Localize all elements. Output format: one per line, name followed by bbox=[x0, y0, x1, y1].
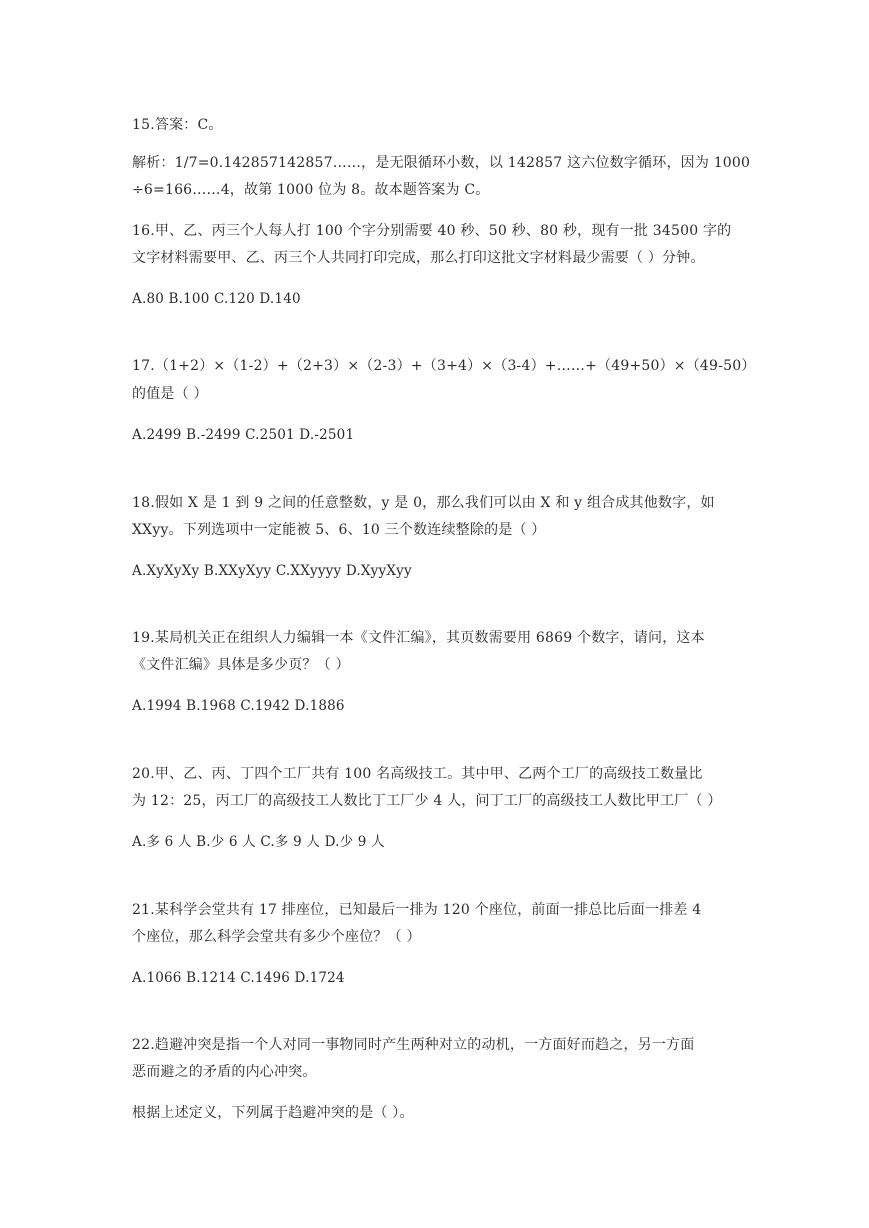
q16-stem-line2: 文字材料需要甲、乙、丙三个人共同打印完成，那么打印这批文字材料最少需要（ ）分钟。 bbox=[132, 250, 705, 266]
q16-stem-line1: 16.甲、乙、丙三个人每人打 100 个字分别需要 40 秒、50 秒、80 秒，现有一批 34500 字的 bbox=[132, 223, 732, 239]
q15-analysis-line2: ÷6=166……4，故第 1000 位为 8。故本题答案为 C。 bbox=[132, 182, 490, 198]
q21-stem-line2: 个座位，那么科学会堂共有多少个座位？（ ） bbox=[132, 929, 421, 945]
q17-stem-line1: 17.（1+2）×（1-2）+（2+3）×（2-3）+（3+4）×（3-4）+……+（49+50）×（49-50） bbox=[132, 358, 756, 374]
q18-stem-line1: 18.假如 X 是 1 到 9 之间的任意整数，y 是 0，那么我们可以由 X 和 y 组合成其他数字，如 bbox=[132, 495, 715, 511]
q15-answer: 15.答案：C。 bbox=[132, 117, 223, 133]
q15-analysis-line1: 解析：1/7=0.142857142857……，是无限循环小数，以 142857 这六位数字循环，因为 1000 bbox=[132, 155, 751, 171]
q17-options: A.2499 B.-2499 C.2501 D.-2501 bbox=[132, 427, 355, 443]
q21-stem-line1: 21.某科学会堂共有 17 排座位，已知最后一排为 120 个座位，前面一排总比后面一排差 4 bbox=[132, 902, 702, 918]
q20-stem-line2: 为 12：25，丙工厂的高级技工人数比丁工厂少 4 人，问丁工厂的高级技工人数比甲工厂（ ） bbox=[132, 793, 722, 809]
q18-stem-line2: XXyy。下列选项中一定能被 5、6、10 三个数连续整除的是（ ） bbox=[132, 522, 546, 538]
q22-stem-line3: 根据上述定义，下列属于趋避冲突的是（ ）。 bbox=[132, 1105, 414, 1121]
q19-stem-line2: 《文件汇编》具体是多少页？（ ） bbox=[132, 657, 350, 673]
q19-stem-line1: 19.某局机关正在组织人力编辑一本《文件汇编》，其页数需要用 6869 个数字，请问，这本 bbox=[132, 630, 705, 646]
q20-stem-line1: 20.甲、乙、丙、丁四个工厂共有 100 名高级技工。其中甲、乙两个工厂的高级技工数量比 bbox=[132, 766, 703, 782]
q17-stem-line2: 的值是（ ） bbox=[132, 386, 208, 402]
q18-options: A.XyXyXy B.XXyXyy C.XXyyyy D.XyyXyy bbox=[132, 563, 412, 579]
q21-options: A.1066 B.1214 C.1496 D.1724 bbox=[132, 970, 345, 986]
q22-stem-line2: 恶而避之的矛盾的内心冲突。 bbox=[132, 1064, 317, 1080]
q22-stem-line1: 22.趋避冲突是指一个人对同一事物同时产生两种对立的动机，一方面好而趋之，另一方面 bbox=[132, 1037, 695, 1053]
q20-options: A.多 6 人 B.少 6 人 C.多 9 人 D.少 9 人 bbox=[132, 834, 385, 850]
q19-options: A.1994 B.1968 C.1942 D.1886 bbox=[132, 698, 345, 714]
q16-options: A.80 B.100 C.120 D.140 bbox=[132, 291, 301, 307]
